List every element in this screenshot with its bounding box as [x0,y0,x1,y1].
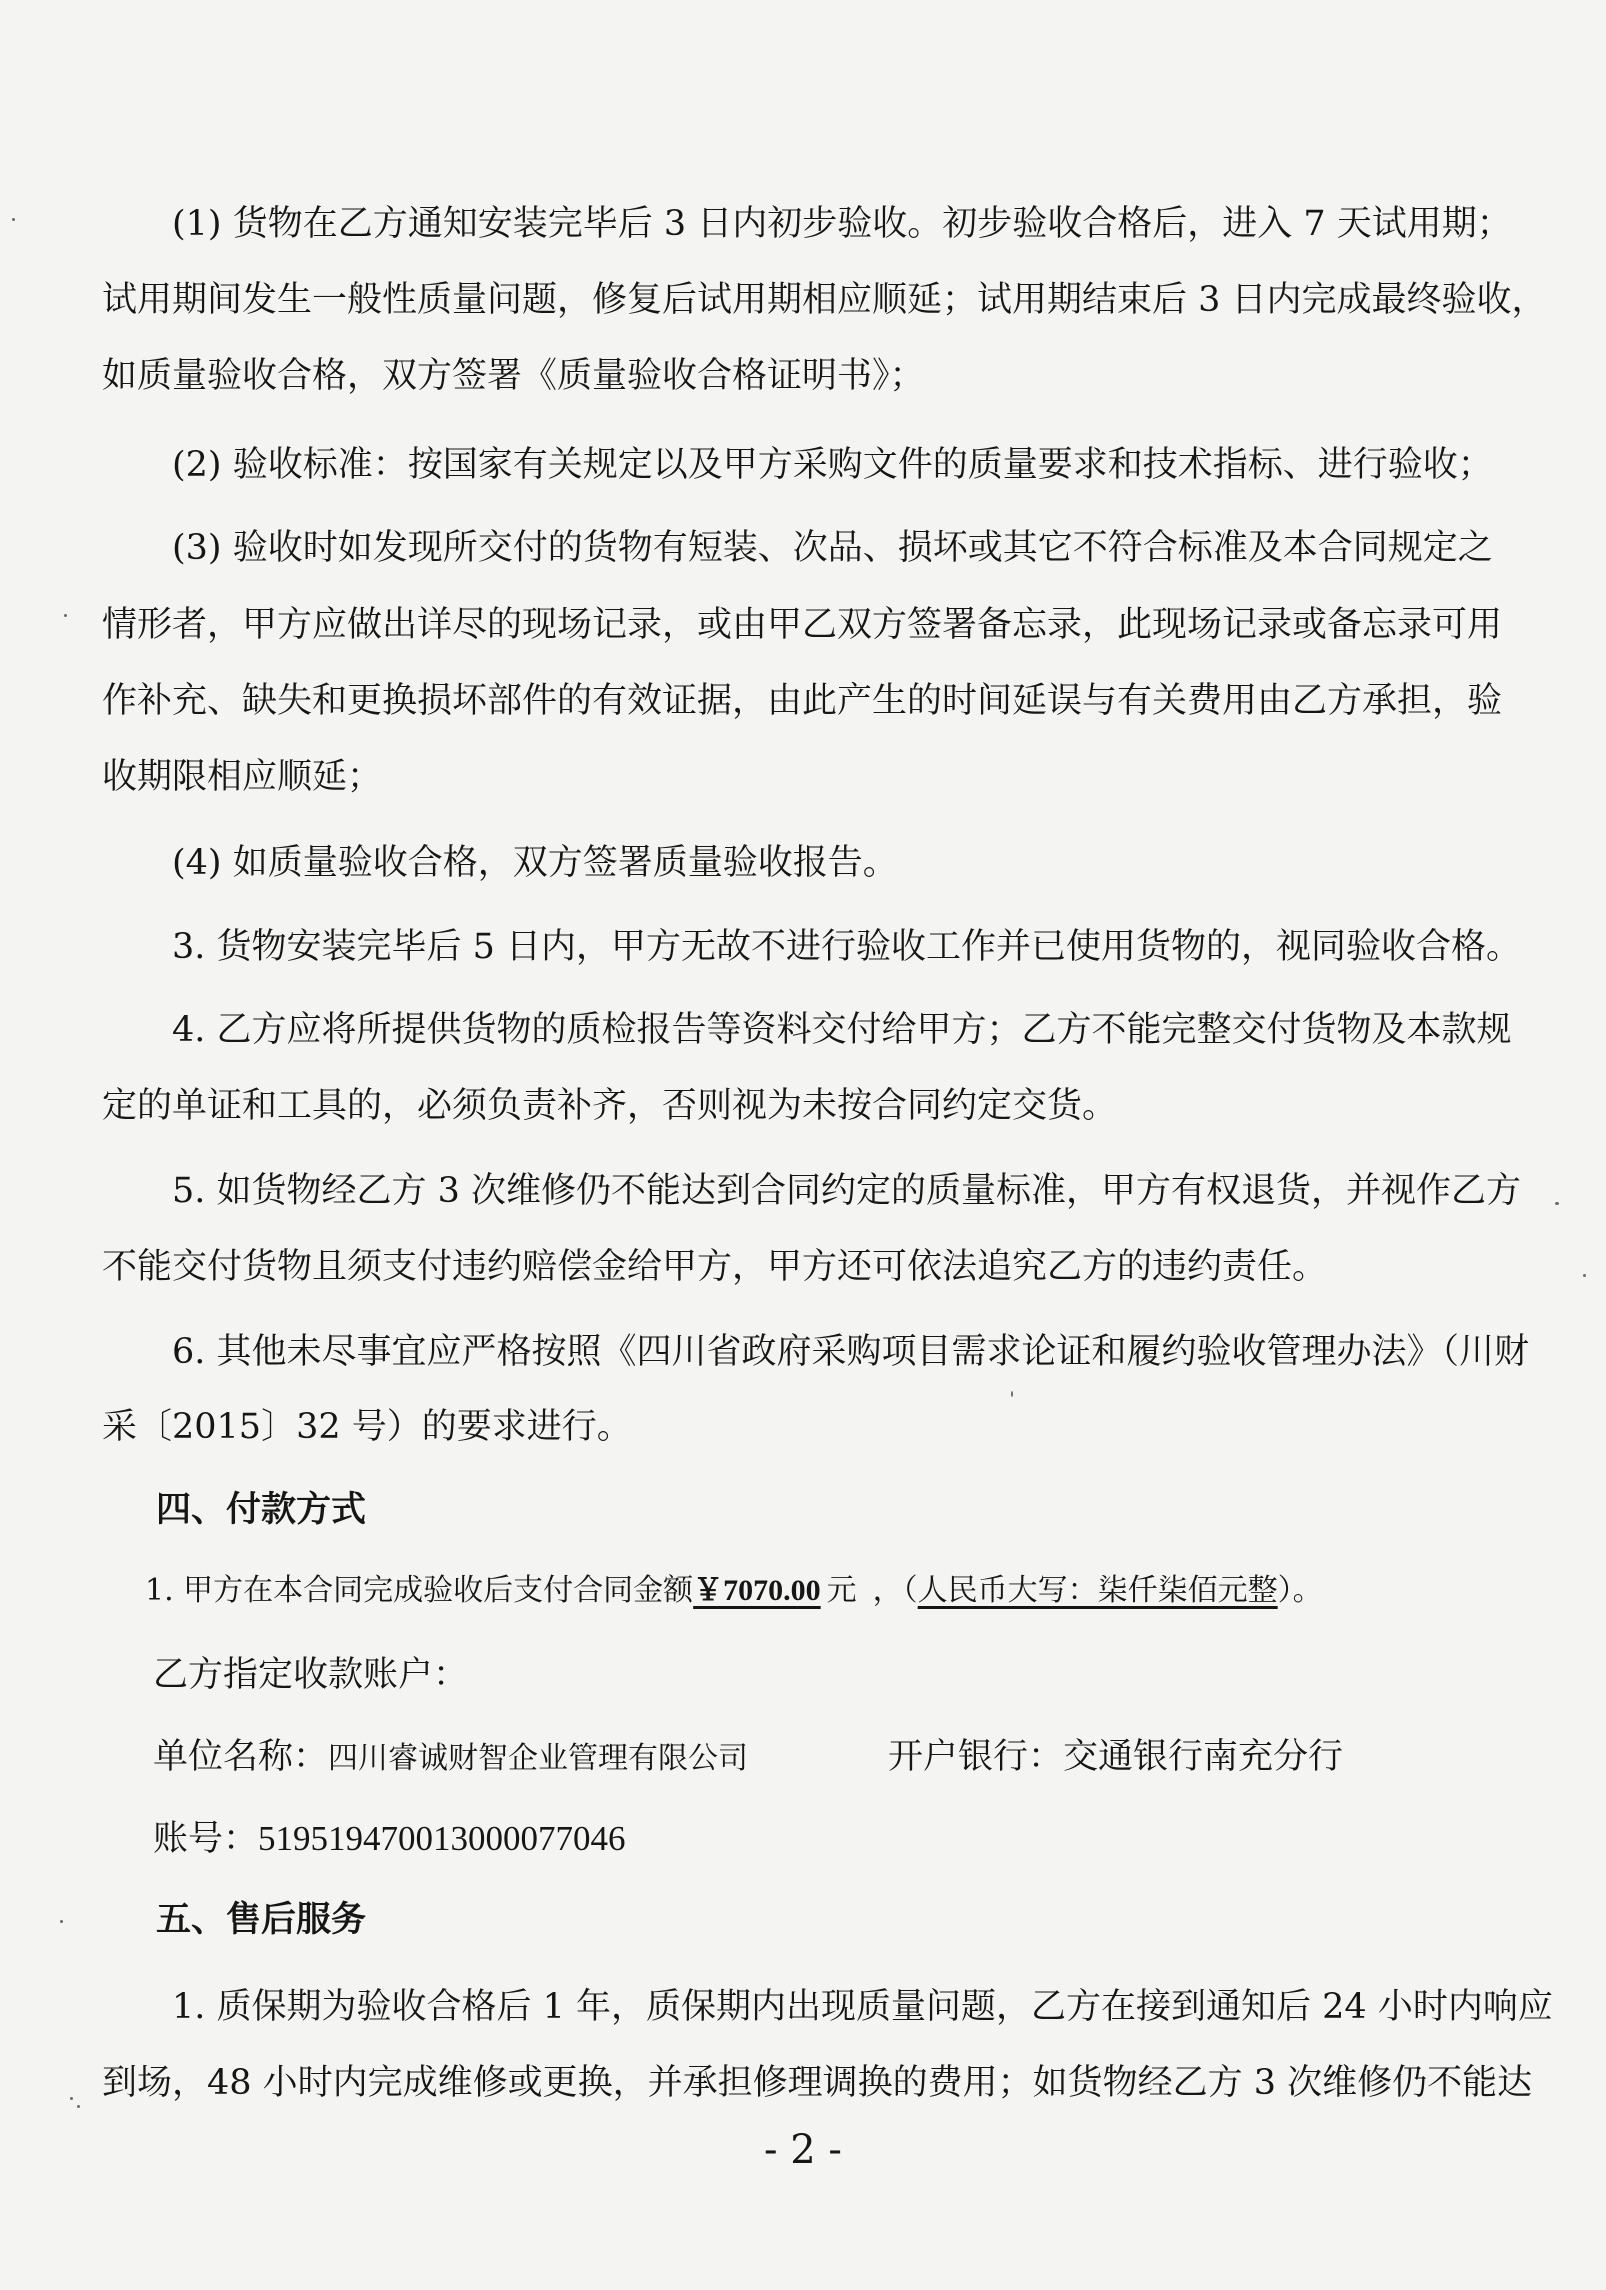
text-line: 不能交付货物且须支付违约赔偿金给甲方，甲方还可依法追究乙方的违约责任。 [102,1247,1328,1287]
text-line: 6. 其他未尽事宜应严格按照《四川省政府采购项目需求论证和履约验收管理办法》（川财 [172,1332,1530,1372]
clause-item-3 [0,912,1606,982]
section-heading-payment [0,1475,1606,1545]
payment-line [0,1556,1606,1626]
clause-item-6 [0,1392,1606,1462]
account-number-line [0,1804,1606,1874]
text-line: 5. 如货物经乙方 3 次维修仍不能达到合同约定的质量标准，甲方有权退货，并视作乙方 [172,1171,1522,1211]
text-line: 到场，48 小时内完成维修或更换，并承担修理调换的费用；如货物经乙方 3 次维修仍不能达 [102,2063,1533,2103]
text-line: 采〔2015〕32 号）的要求进行。 [102,1407,632,1447]
acceptance-clause-3 [0,742,1606,812]
acceptance-clause-1 [0,189,1606,259]
payment-unit: 元 [826,1573,857,1608]
payment-prefix: 1. 甲方在本合同完成验收后支付合同金额 [145,1573,694,1608]
after-sales-clause-1 [0,2048,1606,2118]
section-title: 五、售后服务 [156,1899,367,1940]
scan-speck [60,1920,63,1923]
scan-speck [1011,1391,1013,1397]
clause-item-6 [0,1317,1606,1387]
text-line: 情形者，甲方应做出详尽的现场记录，或由甲乙双方签署备忘录，此现场记录或备忘录可用 [102,605,1503,645]
clause-item-4 [0,1071,1606,1141]
bank-label: 开户银行： [888,1737,1064,1777]
text-line: 定的单证和工具的，必须负责补齐，否则视为未按合同约定交货。 [102,1086,1118,1126]
clause-item-4 [0,995,1606,1065]
scan-speck [12,218,15,221]
acceptance-clause-1 [0,341,1606,411]
scan-speck [77,2105,80,2108]
text-line: (3) 验收时如发现所交付的货物有短装、次品、损坏或其它不符合标准及本合同规定之 [172,528,1493,568]
unit-label: 单位名称： [153,1737,329,1777]
payment-amount: ￥7070.00 [693,1574,821,1607]
clause-item-5 [0,1156,1606,1226]
payment-paren-close: ）。 [1277,1573,1323,1608]
text-line: (4) 如质量验收合格，双方签署质量验收报告。 [172,843,898,883]
text-line: 4. 乙方应将所提供货物的质检报告等资料交付给甲方；乙方不能完整交付货物及本款规 [172,1010,1512,1050]
after-sales-clause-1 [0,1972,1606,2042]
acceptance-clause-3 [0,590,1606,660]
account-intro [0,1640,1606,1710]
scan-speck [1583,1274,1586,1277]
acceptance-clause-3 [0,666,1606,736]
scan-speck [70,2097,73,2100]
account-unit-bank [0,1722,1606,1792]
text-line: 作补充、缺失和更换损坏部件的有效证据，由此产生的时间延误与有关费用由乙方承担，验 [102,681,1503,721]
text-line: 如质量验收合格，双方签署《质量验收合格证明书》； [102,356,925,396]
scan-speck [1555,1202,1559,1205]
text-line: 收期限相应顺延； [102,757,383,797]
clause-item-5 [0,1232,1606,1302]
text-line: 1. 质保期为验收合格后 1 年，质保期内出现质量问题，乙方在接到通知后 24 小时内响应 [172,1987,1553,2027]
acceptance-clause-4 [0,828,1606,898]
payment-paren-open: ，（ [872,1573,918,1608]
acceptance-standard [0,430,1606,500]
payment-amount-words: 人民币大写：柒仟柒佰元整 [917,1573,1278,1608]
page-number: - 2 - [764,2127,842,2173]
text-line: 3. 货物安装完毕后 5 日内，甲方无故不进行验收工作并已使用货物的，视同验收合格。 [172,927,1522,967]
account-label: 账号： [153,1819,259,1859]
acceptance-clause-1 [0,265,1606,335]
text-line: (2) 验收标准：按国家有关规定以及甲方采购文件的质量要求和技术指标、进行验收； [172,445,1493,485]
text-line: (1) 货物在乙方通知安装完毕后 3 日内初步验收。初步验收合格后，进入 7 天试用期； [172,204,1512,244]
bank-name: 交通银行南充分行 [1063,1737,1344,1777]
text-line: 试用期间发生一般性质量问题，修复后试用期相应顺延；试用期结束后 3 日内完成最终验收， [102,280,1547,320]
section-heading-after-sales [0,1885,1606,1955]
acceptance-clause-3 [0,513,1606,583]
account-number: 519519470013000077046 [258,1819,626,1858]
account-intro-text: 乙方指定收款账户： [153,1655,469,1695]
unit-name: 四川睿诚财智企业管理有限公司 [328,1741,749,1776]
scan-speck [64,614,67,617]
section-title: 四、付款方式 [156,1489,367,1530]
